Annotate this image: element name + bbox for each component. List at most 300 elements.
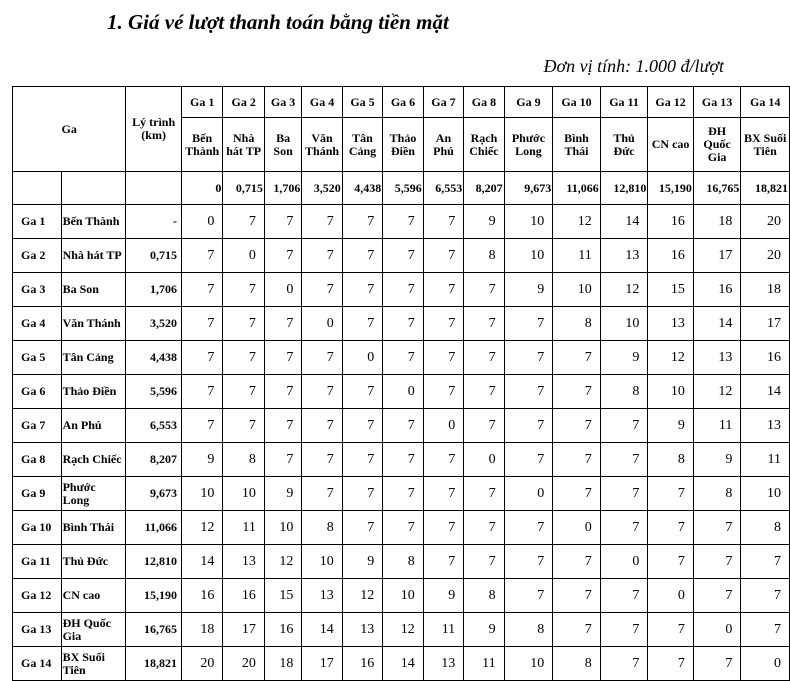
- column-header-name: Bến Thành: [181, 118, 222, 172]
- row-station-code: Ga 11: [13, 545, 62, 579]
- fare-cell: 7: [693, 545, 741, 579]
- fare-cell: 8: [600, 375, 648, 409]
- fare-cell: 7: [423, 205, 463, 239]
- fare-cell: 20: [741, 205, 790, 239]
- table-row: [13, 307, 790, 341]
- fare-cell: 0: [648, 579, 694, 613]
- fare-cell: 7: [504, 443, 553, 477]
- fare-cell: 7: [383, 477, 423, 511]
- column-header-km: Lý trình (km): [126, 87, 182, 172]
- unit-note: Đơn vị tính: 1.000 đ/lượt: [543, 56, 724, 76]
- blank-cell: [61, 172, 126, 205]
- table-row: [13, 341, 790, 375]
- row-distance: -: [126, 205, 182, 239]
- fare-cell: 7: [302, 273, 342, 307]
- fare-cell: 9: [600, 341, 648, 375]
- fare-cell: 7: [302, 205, 342, 239]
- fare-cell: 10: [553, 273, 601, 307]
- fare-cell: 12: [600, 273, 648, 307]
- fare-cell: 7: [342, 239, 382, 273]
- table-row: [13, 443, 790, 477]
- column-header-name: ĐH Quốc Gia: [693, 118, 741, 172]
- column-header-code: Ga 13: [693, 87, 741, 118]
- fare-cell: 7: [342, 273, 382, 307]
- fare-table: [12, 86, 790, 681]
- fare-cell: 7: [464, 375, 504, 409]
- fare-cell: 7: [553, 341, 601, 375]
- fare-cell: 7: [423, 511, 463, 545]
- table-row: [13, 647, 790, 681]
- row-distance: 16,765: [126, 613, 182, 647]
- fare-cell: 7: [464, 409, 504, 443]
- fare-cell: 7: [264, 341, 301, 375]
- fare-cell: 9: [423, 579, 463, 613]
- column-header-name: Bình Thái: [553, 118, 601, 172]
- fare-cell: 9: [464, 613, 504, 647]
- row-distance: 15,190: [126, 579, 182, 613]
- fare-cell: 9: [648, 409, 694, 443]
- fare-cell: 7: [342, 409, 382, 443]
- fare-cell: 8: [302, 511, 342, 545]
- fare-cell: 13: [423, 647, 463, 681]
- fare-cell: 10: [504, 647, 553, 681]
- blank-cell: [13, 172, 62, 205]
- fare-cell: 14: [302, 613, 342, 647]
- fare-cell: 7: [423, 443, 463, 477]
- row-distance: 8,207: [126, 443, 182, 477]
- fare-cell: 16: [342, 647, 382, 681]
- row-station-code: Ga 8: [13, 443, 62, 477]
- fare-cell: 7: [693, 647, 741, 681]
- fare-cell: 7: [423, 307, 463, 341]
- column-header-code: Ga 6: [383, 87, 423, 118]
- fare-cell: 0: [302, 307, 342, 341]
- fare-cell: 17: [741, 307, 790, 341]
- fare-cell: 7: [464, 273, 504, 307]
- fare-cell: 13: [600, 239, 648, 273]
- fare-cell: 9: [693, 443, 741, 477]
- column-header-name: Ba Son: [264, 118, 301, 172]
- row-distance: 18,821: [126, 647, 182, 681]
- fare-cell: 7: [223, 409, 264, 443]
- fare-cell: 16: [648, 239, 694, 273]
- fare-cell: 7: [504, 579, 553, 613]
- fare-cell: 7: [181, 273, 222, 307]
- fare-cell: 7: [302, 239, 342, 273]
- column-header-name: Rạch Chiếc: [464, 118, 504, 172]
- fare-cell: 13: [302, 579, 342, 613]
- fare-cell: 11: [423, 613, 463, 647]
- fare-cell: 7: [264, 239, 301, 273]
- fare-cell: 11: [693, 409, 741, 443]
- column-header-code: Ga 7: [423, 87, 463, 118]
- fare-cell: 0: [342, 341, 382, 375]
- fare-cell: 13: [648, 307, 694, 341]
- table-row: [13, 375, 790, 409]
- fare-cell: 13: [693, 341, 741, 375]
- fare-cell: 12: [342, 579, 382, 613]
- column-distance: 16,765: [693, 172, 741, 205]
- fare-cell: 7: [342, 375, 382, 409]
- fare-cell: 11: [223, 511, 264, 545]
- fare-cell: 7: [464, 545, 504, 579]
- row-station-name: Tân Cảng: [61, 341, 126, 375]
- fare-cell: 7: [223, 273, 264, 307]
- column-header-name: Phước Long: [504, 118, 553, 172]
- fare-cell: 9: [342, 545, 382, 579]
- fare-cell: 12: [553, 205, 601, 239]
- fare-cell: 7: [181, 375, 222, 409]
- row-station-name: CN cao: [61, 579, 126, 613]
- column-header-name: Văn Thánh: [302, 118, 342, 172]
- fare-cell: 8: [741, 511, 790, 545]
- table-row: [13, 239, 790, 273]
- fare-cell: 7: [464, 341, 504, 375]
- fare-cell: 8: [553, 307, 601, 341]
- fare-cell: 0: [423, 409, 463, 443]
- fare-cell: 7: [302, 341, 342, 375]
- fare-cell: 7: [741, 579, 790, 613]
- column-header-code: Ga 5: [342, 87, 382, 118]
- fare-cell: 7: [600, 443, 648, 477]
- fare-cell: 7: [302, 409, 342, 443]
- column-header-code: Ga 2: [223, 87, 264, 118]
- fare-cell: 9: [504, 273, 553, 307]
- fare-cell: 7: [423, 341, 463, 375]
- fare-cell: 10: [264, 511, 301, 545]
- row-station-name: Thảo Điền: [61, 375, 126, 409]
- row-station-code: Ga 6: [13, 375, 62, 409]
- row-station-code: Ga 9: [13, 477, 62, 511]
- fare-cell: 15: [264, 579, 301, 613]
- fare-cell: 7: [342, 511, 382, 545]
- row-station-code: Ga 14: [13, 647, 62, 681]
- fare-cell: 10: [504, 239, 553, 273]
- fare-cell: 7: [342, 307, 382, 341]
- fare-cell: 7: [464, 307, 504, 341]
- fare-cell: 17: [693, 239, 741, 273]
- fare-cell: 7: [600, 477, 648, 511]
- header-row-codes: [13, 87, 790, 118]
- fare-cell: 7: [223, 205, 264, 239]
- fare-cell: 7: [693, 579, 741, 613]
- fare-cell: 10: [504, 205, 553, 239]
- row-station-code: Ga 12: [13, 579, 62, 613]
- fare-cell: 9: [181, 443, 222, 477]
- fare-cell: 0: [553, 511, 601, 545]
- fare-cell: 7: [553, 545, 601, 579]
- fare-cell: 11: [553, 239, 601, 273]
- fare-cell: 0: [600, 545, 648, 579]
- table-row: [13, 511, 790, 545]
- fare-cell: 7: [504, 511, 553, 545]
- fare-cell: 7: [600, 511, 648, 545]
- fare-cell: 7: [181, 341, 222, 375]
- row-station-code: Ga 7: [13, 409, 62, 443]
- table-row: [13, 205, 790, 239]
- fare-cell: 9: [464, 205, 504, 239]
- fare-cell: 0: [464, 443, 504, 477]
- fare-cell: 7: [423, 375, 463, 409]
- fare-cell: 7: [342, 443, 382, 477]
- column-header-name: Thủ Đức: [600, 118, 648, 172]
- fare-cell: 7: [464, 511, 504, 545]
- row-station-code: Ga 10: [13, 511, 62, 545]
- fare-cell: 12: [648, 341, 694, 375]
- fare-cell: 10: [741, 477, 790, 511]
- fare-cell: 7: [504, 375, 553, 409]
- fare-cell: 12: [264, 545, 301, 579]
- fare-cell: 8: [553, 647, 601, 681]
- fare-cell: 18: [264, 647, 301, 681]
- column-distance: 3,520: [302, 172, 342, 205]
- fare-cell: 7: [342, 205, 382, 239]
- fare-cell: 0: [223, 239, 264, 273]
- page-title: 1. Giá vé lượt thanh toán bằng tiền mặt: [107, 10, 449, 34]
- fare-cell: 7: [383, 443, 423, 477]
- fare-cell: 7: [383, 307, 423, 341]
- fare-cell: 20: [741, 239, 790, 273]
- fare-cell: 7: [264, 409, 301, 443]
- fare-cell: 7: [181, 239, 222, 273]
- fare-cell: 7: [504, 307, 553, 341]
- fare-cell: 9: [264, 477, 301, 511]
- fare-cell: 14: [741, 375, 790, 409]
- fare-cell: 7: [504, 409, 553, 443]
- column-header-code: Ga 9: [504, 87, 553, 118]
- fare-cell: 16: [741, 341, 790, 375]
- column-distance: 18,821: [741, 172, 790, 205]
- row-distance: 11,066: [126, 511, 182, 545]
- row-distance: 9,673: [126, 477, 182, 511]
- column-header-code: Ga 14: [741, 87, 790, 118]
- fare-cell: 0: [693, 613, 741, 647]
- fare-cell: 14: [693, 307, 741, 341]
- fare-cell: 7: [504, 545, 553, 579]
- column-header-name: An Phú: [423, 118, 463, 172]
- table-row: [13, 545, 790, 579]
- row-station-name: BX Suối Tiên: [61, 647, 126, 681]
- column-distance: 5,596: [383, 172, 423, 205]
- column-distance: 1,706: [264, 172, 301, 205]
- fare-cell: 8: [464, 579, 504, 613]
- table-row: [13, 477, 790, 511]
- row-station-code: Ga 5: [13, 341, 62, 375]
- fare-cell: 8: [383, 545, 423, 579]
- fare-cell: 7: [423, 273, 463, 307]
- header-row-distances: [13, 172, 790, 205]
- row-station-name: Ba Son: [61, 273, 126, 307]
- row-station-name: Thủ Đức: [61, 545, 126, 579]
- fare-cell: 10: [600, 307, 648, 341]
- fare-cell: 11: [741, 443, 790, 477]
- column-distance: 0: [181, 172, 222, 205]
- column-header-name: Thảo Điền: [383, 118, 423, 172]
- column-header-name: CN cao: [648, 118, 694, 172]
- fare-cell: 14: [181, 545, 222, 579]
- column-distance: 11,066: [553, 172, 601, 205]
- fare-cell: 10: [302, 545, 342, 579]
- fare-cell: 7: [383, 511, 423, 545]
- row-station-name: Nhà hát TP: [61, 239, 126, 273]
- fare-cell: 17: [223, 613, 264, 647]
- row-distance: 4,438: [126, 341, 182, 375]
- fare-cell: 7: [383, 409, 423, 443]
- fare-cell: 11: [464, 647, 504, 681]
- fare-cell: 7: [648, 477, 694, 511]
- row-station-name: Bến Thành: [61, 205, 126, 239]
- column-distance: 9,673: [504, 172, 553, 205]
- fare-cell: 12: [383, 613, 423, 647]
- fare-cell: 7: [383, 341, 423, 375]
- row-station-name: An Phú: [61, 409, 126, 443]
- column-header-code: Ga 3: [264, 87, 301, 118]
- fare-cell: 16: [648, 205, 694, 239]
- fare-cell: 7: [342, 477, 382, 511]
- fare-cell: 7: [504, 341, 553, 375]
- fare-cell: 7: [264, 375, 301, 409]
- column-header-code: Ga 12: [648, 87, 694, 118]
- fare-cell: 7: [648, 647, 694, 681]
- fare-cell: 17: [302, 647, 342, 681]
- fare-cell: 18: [741, 273, 790, 307]
- fare-cell: 7: [223, 341, 264, 375]
- fare-cell: 7: [302, 375, 342, 409]
- column-distance: 8,207: [464, 172, 504, 205]
- fare-cell: 10: [648, 375, 694, 409]
- fare-cell: 7: [600, 613, 648, 647]
- row-distance: 5,596: [126, 375, 182, 409]
- fare-cell: 0: [383, 375, 423, 409]
- fare-cell: 10: [181, 477, 222, 511]
- fare-cell: 0: [741, 647, 790, 681]
- fare-cell: 7: [553, 579, 601, 613]
- column-distance: 12,810: [600, 172, 648, 205]
- column-header-code: Ga 4: [302, 87, 342, 118]
- fare-cell: 10: [223, 477, 264, 511]
- fare-cell: 0: [264, 273, 301, 307]
- fare-cell: 7: [553, 409, 601, 443]
- fare-cell: 7: [600, 647, 648, 681]
- fare-cell: 7: [423, 239, 463, 273]
- column-distance: 4,438: [342, 172, 382, 205]
- column-header-ga: Ga: [13, 87, 126, 172]
- column-header-code: Ga 1: [181, 87, 222, 118]
- fare-cell: 7: [741, 545, 790, 579]
- table-row: [13, 613, 790, 647]
- table-row: [13, 273, 790, 307]
- fare-cell: 12: [693, 375, 741, 409]
- fare-cell: 7: [648, 511, 694, 545]
- fare-cell: 7: [553, 613, 601, 647]
- fare-cell: 7: [693, 511, 741, 545]
- fare-cell: 7: [264, 443, 301, 477]
- fare-cell: 14: [383, 647, 423, 681]
- fare-cell: 0: [181, 205, 222, 239]
- fare-cell: 7: [223, 375, 264, 409]
- fare-cell: 7: [383, 239, 423, 273]
- fare-cell: 7: [553, 375, 601, 409]
- fare-cell: 18: [693, 205, 741, 239]
- row-distance: 1,706: [126, 273, 182, 307]
- fare-cell: 7: [302, 477, 342, 511]
- row-station-name: ĐH Quốc Gia: [61, 613, 126, 647]
- column-distance: 6,553: [423, 172, 463, 205]
- fare-cell: 13: [741, 409, 790, 443]
- fare-cell: 7: [464, 477, 504, 511]
- fare-cell: 16: [264, 613, 301, 647]
- column-distance: 0,715: [223, 172, 264, 205]
- row-station-code: Ga 4: [13, 307, 62, 341]
- fare-cell: 7: [600, 579, 648, 613]
- fare-cell: 7: [181, 307, 222, 341]
- fare-cell: 7: [181, 409, 222, 443]
- blank-cell: [126, 172, 182, 205]
- row-distance: 6,553: [126, 409, 182, 443]
- table-row: [13, 579, 790, 613]
- column-header-name: Tân Cảng: [342, 118, 382, 172]
- fare-cell: 7: [648, 545, 694, 579]
- column-distance: 15,190: [648, 172, 694, 205]
- fare-cell: 20: [223, 647, 264, 681]
- fare-cell: 7: [223, 307, 264, 341]
- row-station-name: Rạch Chiếc: [61, 443, 126, 477]
- row-distance: 12,810: [126, 545, 182, 579]
- row-station-name: Văn Thánh: [61, 307, 126, 341]
- table-row: [13, 409, 790, 443]
- column-header-code: Ga 10: [553, 87, 601, 118]
- fare-cell: 7: [553, 443, 601, 477]
- fare-cell: 8: [504, 613, 553, 647]
- fare-cell: 7: [302, 443, 342, 477]
- fare-cell: 0: [504, 477, 553, 511]
- fare-cell: 16: [181, 579, 222, 613]
- fare-cell: 7: [423, 545, 463, 579]
- fare-cell: 13: [223, 545, 264, 579]
- fare-cell: 8: [223, 443, 264, 477]
- fare-cell: 8: [693, 477, 741, 511]
- fare-cell: 7: [648, 613, 694, 647]
- fare-cell: 7: [600, 409, 648, 443]
- fare-cell: 7: [741, 613, 790, 647]
- row-distance: 3,520: [126, 307, 182, 341]
- column-header-name: Nhà hát TP: [223, 118, 264, 172]
- fare-cell: 7: [553, 477, 601, 511]
- fare-cell: 10: [383, 579, 423, 613]
- fare-cell: 8: [464, 239, 504, 273]
- fare-cell: 8: [648, 443, 694, 477]
- fare-cell: 7: [423, 477, 463, 511]
- fare-cell: 15: [648, 273, 694, 307]
- column-header-code: Ga 8: [464, 87, 504, 118]
- fare-cell: 20: [181, 647, 222, 681]
- row-station-code: Ga 13: [13, 613, 62, 647]
- fare-cell: 16: [693, 273, 741, 307]
- row-distance: 0,715: [126, 239, 182, 273]
- fare-cell: 7: [264, 307, 301, 341]
- fare-cell: 18: [181, 613, 222, 647]
- column-header-code: Ga 11: [600, 87, 648, 118]
- row-station-code: Ga 1: [13, 205, 62, 239]
- row-station-code: Ga 3: [13, 273, 62, 307]
- column-header-name: BX Suối Tiên: [741, 118, 790, 172]
- row-station-name: Phước Long: [61, 477, 126, 511]
- fare-cell: 7: [383, 205, 423, 239]
- fare-cell: 12: [181, 511, 222, 545]
- fare-cell: 14: [600, 205, 648, 239]
- fare-cell: 7: [264, 205, 301, 239]
- fare-cell: 16: [223, 579, 264, 613]
